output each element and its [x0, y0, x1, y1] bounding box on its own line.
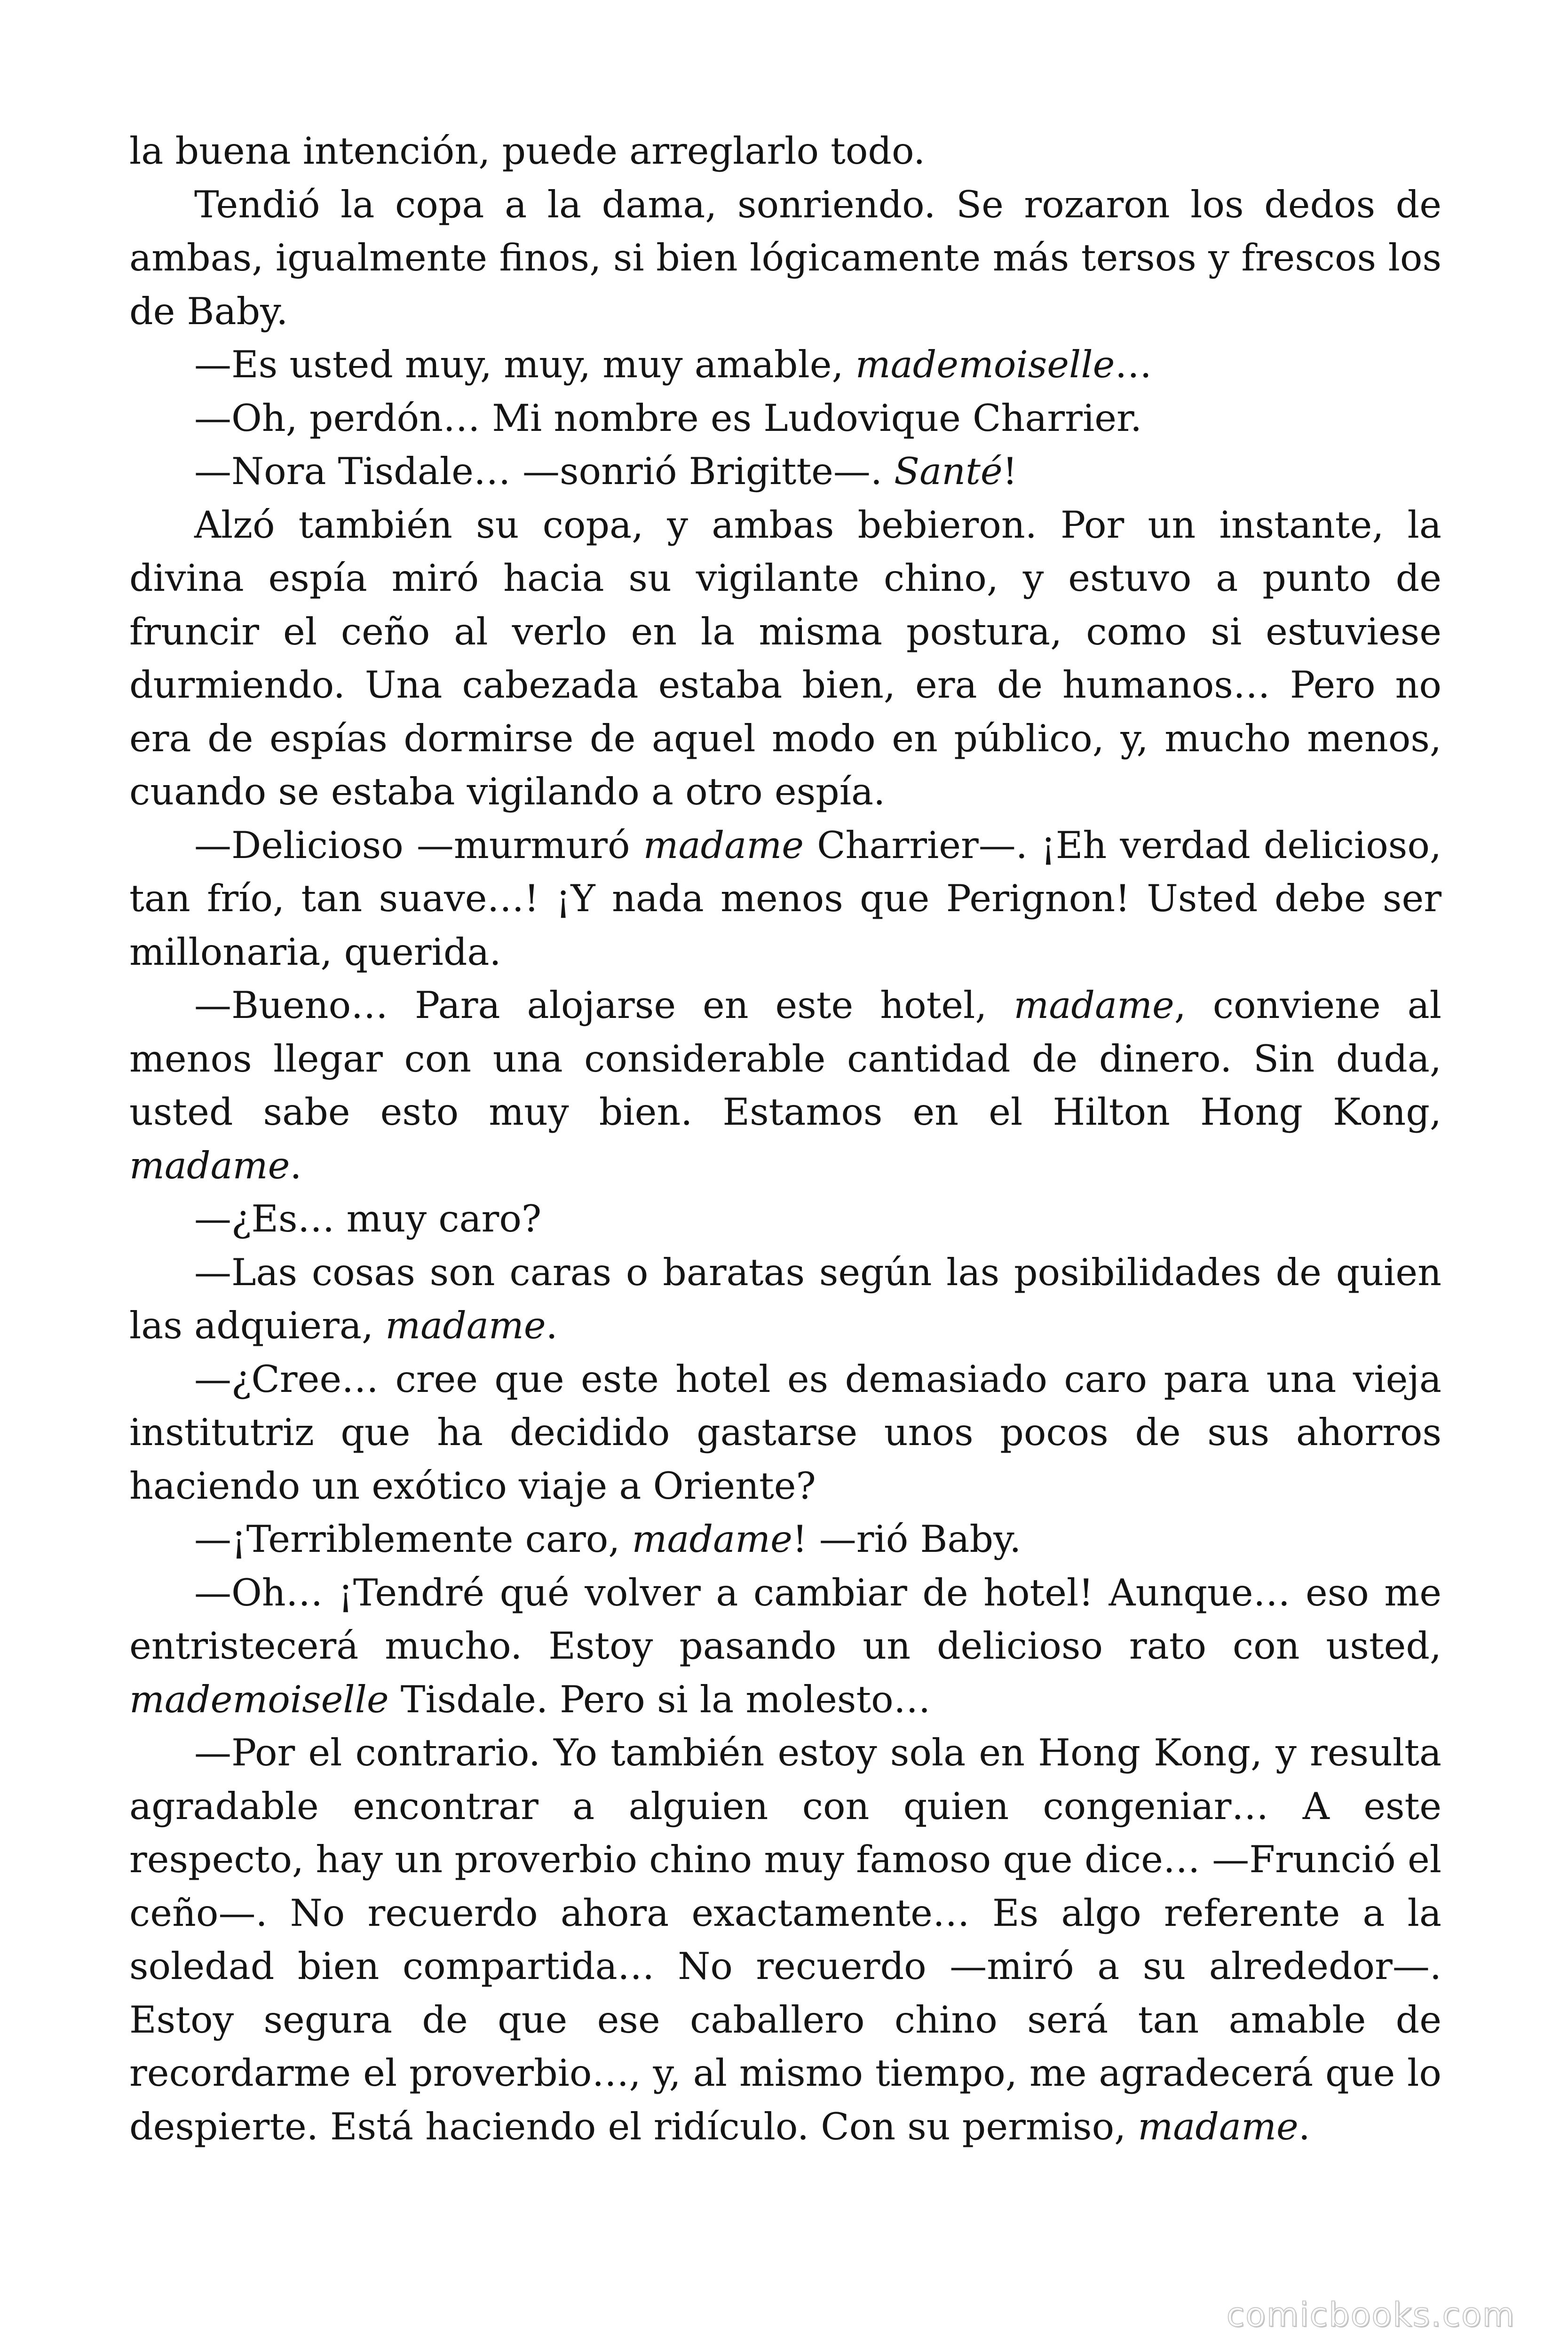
paragraph: [129, 1192, 1441, 1246]
italic-text: madame: [385, 1304, 546, 1347]
text-segment: —Oh… ¡Tendré qué volver a cambiar de hotel! Aunque… eso me entristecerá mucho. Estoy pasando un delicioso rato con usted,: [129, 1571, 1441, 1668]
italic-text: Santé: [894, 450, 1003, 493]
text-segment: Tisdale. Pero si la molesto…: [388, 1677, 931, 1721]
paragraph: [129, 1353, 1441, 1513]
page-body: [129, 125, 1441, 2153]
paragraph: [129, 1726, 1441, 2153]
text-segment: Charrier—. ¡Eh verdad delicioso, tan frío, tan suave…! ¡Y nada menos que Perignon! Usted debe ser millonaria, querida.: [129, 823, 1441, 974]
text-segment: la buena intención, puede arreglarlo todo.: [129, 129, 926, 173]
text-segment: —¡Terriblemente caro,: [194, 1518, 632, 1561]
italic-text: madame: [632, 1518, 792, 1561]
text-segment: Alzó también su copa, y ambas bebieron. Por un instante, la divina espía miró hacia su vigilante chino, y estuvo a punto de fruncir el ceño al verlo en la misma postura, como si estuviese durmiendo. Una cabezada estaba bien, era de humanos… Pero no era de espías dormirse de aquel modo en público, y, mucho menos, cuando se estaba vigilando a otro espía.: [129, 503, 1441, 813]
text-segment: —Oh, perdón… Mi nombre es Ludovique Charrier.: [194, 396, 1142, 440]
text-segment: …: [1115, 343, 1152, 386]
text-segment: .: [546, 1304, 558, 1347]
paragraph: [129, 1246, 1441, 1353]
paragraph: [129, 1566, 1441, 1727]
italic-text: madame: [129, 1144, 290, 1187]
paragraph: [129, 125, 1441, 178]
italic-text: madame: [643, 823, 804, 867]
text-segment: .: [290, 1144, 302, 1187]
text-segment: !: [1002, 450, 1018, 493]
text-segment: —Las cosas son caras o baratas según las posibilidades de quien las adquiera,: [129, 1250, 1441, 1347]
paragraph: [129, 819, 1441, 979]
text-segment: —Por el contrario. Yo también estoy sola en Hong Kong, y resulta agradable encontrar a alguien con quien congeniar… A este respecto, hay un proverbio chino muy famoso que dice… —Frunció el ceño—. No recuerdo ahora exactamente… Es algo referente a la soledad bien compartida… No recuerdo —miró a su alrededor—. Estoy segura de que ese caballero chino será tan amable de recordarme el proverbio…, y, al mismo tiempo, me agradecerá que lo despierte. Está haciendo el ridículo. Con su permiso,: [129, 1731, 1441, 2148]
text-segment: —¿Es… muy caro?: [194, 1197, 542, 1240]
text-segment: —¿Cree… cree que este hotel es demasiado caro para una vieja institutriz que ha decidido gastarse unos pocos de sus ahorros haciendo un exótico viaje a Oriente?: [129, 1357, 1441, 1508]
italic-text: madame: [1014, 984, 1174, 1027]
paragraph: [129, 979, 1441, 1192]
text-segment: ! —rió Baby.: [792, 1518, 1022, 1561]
text-segment: .: [1298, 2105, 1310, 2148]
watermark-text: comicbooks.com: [1226, 2296, 1515, 2334]
paragraph: [129, 338, 1441, 392]
text-segment: —Delicioso —murmuró: [194, 823, 643, 867]
italic-text: mademoiselle: [129, 1677, 389, 1721]
text-segment: , conviene al menos llegar con una considerable cantidad de dinero. Sin duda, usted sabe esto muy bien. Estamos en el Hilton Hong Kong,: [129, 984, 1442, 1134]
text-segment: —Es usted muy, muy, muy amable,: [194, 343, 855, 386]
text-segment: Tendió la copa a la dama, sonriendo. Se rozaron los dedos de ambas, igualmente finos, si bien lógicamente más tersos y frescos los de Baby.: [129, 183, 1441, 333]
paragraph: [129, 178, 1441, 339]
paragraph: [129, 392, 1441, 445]
italic-text: mademoiselle: [855, 343, 1115, 386]
paragraph: [129, 1513, 1441, 1566]
paragraph: [129, 499, 1441, 819]
paragraph: [129, 445, 1441, 499]
text-segment: —Bueno… Para alojarse en este hotel,: [194, 984, 1014, 1027]
italic-text: madame: [1138, 2105, 1299, 2148]
text-segment: —Nora Tisdale… —sonrió Brigitte—.: [194, 450, 895, 493]
